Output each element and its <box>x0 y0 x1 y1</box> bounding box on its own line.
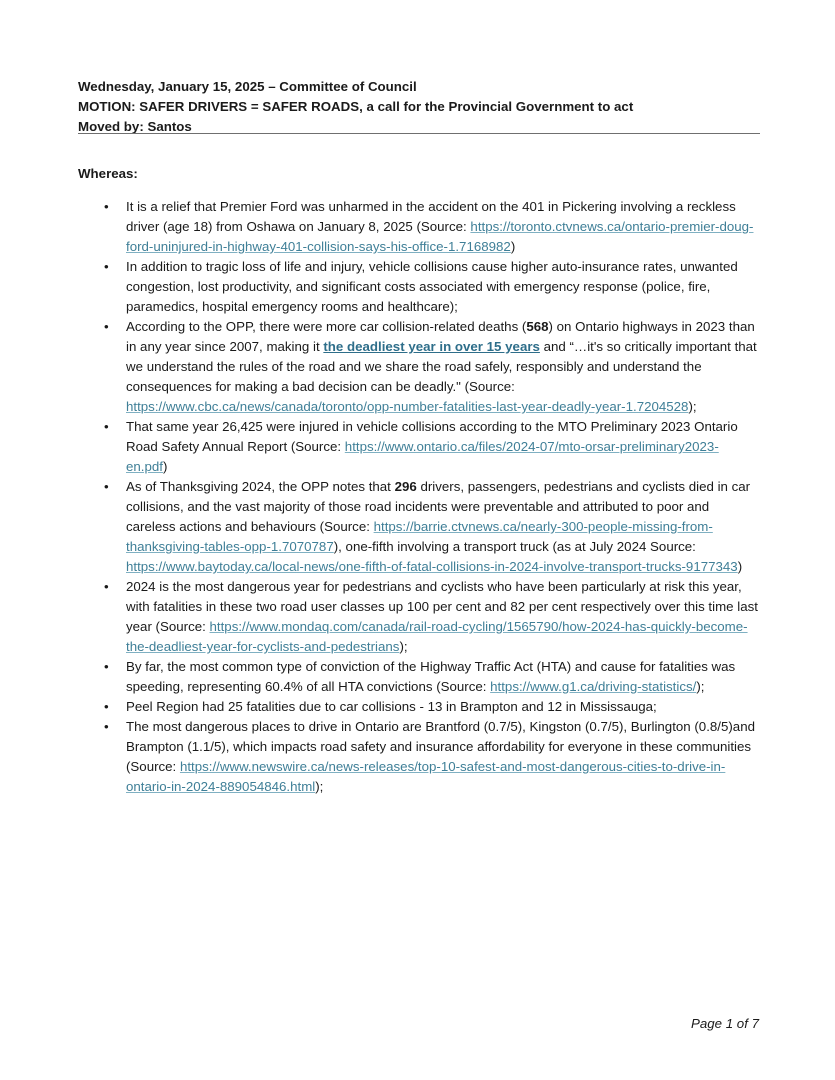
bullet-text: and “…it's so critically important that we understand the rules of the road and we share the road safely, responsibly and understand the consequences for making a bad decision can be deadly." (Source: <box>126 339 757 394</box>
header-divider <box>78 133 760 134</box>
source-link[interactable]: https://www.ontario.ca/files/2024-07/mto-orsar-preliminary2023-en.pdf <box>126 439 719 474</box>
bullet-text: That same year 26,425 were injured in vehicle collisions according to the MTO Preliminary 2023 Ontario Road Safety Annual Report (Source: <box>126 419 738 454</box>
bullet-icon: • <box>104 319 109 334</box>
list-item <box>78 717 760 797</box>
bullet-icon: • <box>104 259 109 274</box>
source-link[interactable]: https://toronto.ctvnews.ca/ontario-premier-doug-ford-uninjured-in-highway-401-collision-says-his-office-1.7168982 <box>126 219 754 254</box>
bullet-text: ); <box>399 639 408 654</box>
bullet-text: ) <box>162 459 168 474</box>
list-item <box>78 697 760 717</box>
bullet-text: ) <box>737 559 743 574</box>
death-count: 296 <box>394 479 417 494</box>
motion-header <box>78 77 760 137</box>
list-item <box>78 257 760 317</box>
bullet-text: According to the OPP, there were more car collision-related deaths ( <box>126 319 527 334</box>
whereas-label: Whereas: <box>78 166 138 181</box>
bullet-icon: • <box>104 579 109 594</box>
meeting-date-line: Wednesday, January 15, 2025 – Committee of Council <box>78 79 417 94</box>
page-number: Page 1 of 7 <box>690 1016 759 1031</box>
list-item <box>78 317 760 417</box>
death-count: 568 <box>526 319 549 334</box>
list-item <box>78 577 760 657</box>
motion-title: MOTION: SAFER DRIVERS = SAFER ROADS, a call for the Provincial Government to act <box>78 99 634 114</box>
list-item <box>78 417 760 477</box>
deadliest-year-link[interactable]: the deadliest year in over 15 years <box>323 339 540 354</box>
bullet-text: As of Thanksgiving 2024, the OPP notes that <box>126 479 395 494</box>
bullet-icon: • <box>104 699 109 714</box>
bullet-icon: • <box>104 479 109 494</box>
bullet-icon: • <box>104 659 109 674</box>
bullet-text: ), one-fifth involving a transport truck (as at July 2024 Source: <box>333 539 696 554</box>
bullet-text: Peel Region had 25 fatalities due to car collisions - 13 in Brampton and 12 in Mississauga; <box>126 699 657 714</box>
moved-by-line: Moved by: Santos <box>78 119 192 134</box>
source-link[interactable]: https://www.baytoday.ca/local-news/one-fifth-of-fatal-collisions-in-2024-involve-transport-trucks-9177343 <box>126 559 738 574</box>
bullet-text: It is a relief that Premier Ford was unharmed in the accident on the 401 in Pickering involving a reckless driver (age 18) from Oshawa on January 8, 2025 (Source: <box>126 199 736 234</box>
list-item <box>78 477 760 577</box>
bullet-icon: • <box>104 419 109 434</box>
whereas-list <box>78 197 760 797</box>
source-link[interactable]: https://www.newswire.ca/news-releases/top-10-safest-and-most-dangerous-cities-to-drive-in-ontario-in-2024-889054846.html <box>126 759 726 794</box>
bullet-text: The most dangerous places to drive in Ontario are Brantford (0.7/5), Kingston (0.7/5), Burlington (0.8/5)and Brampton (1.1/5), which impacts road safety and insurance affordability for everyone in these communities (Source: <box>126 719 755 774</box>
source-link[interactable]: https://www.cbc.ca/news/canada/toronto/opp-number-fatalities-last-year-deadly-year-1.7204528 <box>126 399 689 414</box>
bullet-text: ); <box>696 679 705 694</box>
bullet-text: ) <box>510 239 516 254</box>
source-link[interactable]: https://barrie.ctvnews.ca/nearly-300-people-missing-from-thanksgiving-tables-opp-1.7070787 <box>126 519 713 554</box>
bullet-icon: • <box>104 719 109 734</box>
list-item <box>78 657 760 697</box>
list-item <box>78 197 760 257</box>
bullet-text: By far, the most common type of conviction of the Highway Traffic Act (HTA) and cause for fatalities was speeding, representing 60.4% of all HTA convictions (Source: <box>126 659 736 694</box>
source-link[interactable]: https://www.g1.ca/driving-statistics/ <box>490 679 697 694</box>
bullet-text: In addition to tragic loss of life and injury, vehicle collisions cause higher auto-insurance rates, unwanted congestion, lost productivity, and significant costs associated with emergency response (police, fire, paramedics, hospital emergency rooms and healthcare); <box>126 259 738 314</box>
bullet-text: drivers, passengers, pedestrians and cyclists died in car collisions, and the vast majority of those road incidents were preventable and attributed to poor and careless actions and behaviours (Source: <box>126 479 751 534</box>
bullet-text: ); <box>688 399 697 414</box>
bullet-icon: • <box>104 199 109 214</box>
bullet-text: 2024 is the most dangerous year for pedestrians and cyclists who have been particularly at risk this year, with fatalities in these two road user classes up 100 per cent and 82 per cent respectively over this time last year (Source: <box>126 579 758 634</box>
bullet-text: ) on Ontario highways in 2023 than in any year since 2007, making it <box>126 319 755 354</box>
source-link[interactable]: https://www.mondaq.com/canada/rail-road-cycling/1565790/how-2024-has-quickly-become-the-deadliest-year-for-cyclists-and-pedestrians <box>126 619 748 654</box>
bullet-text: ); <box>315 779 324 794</box>
